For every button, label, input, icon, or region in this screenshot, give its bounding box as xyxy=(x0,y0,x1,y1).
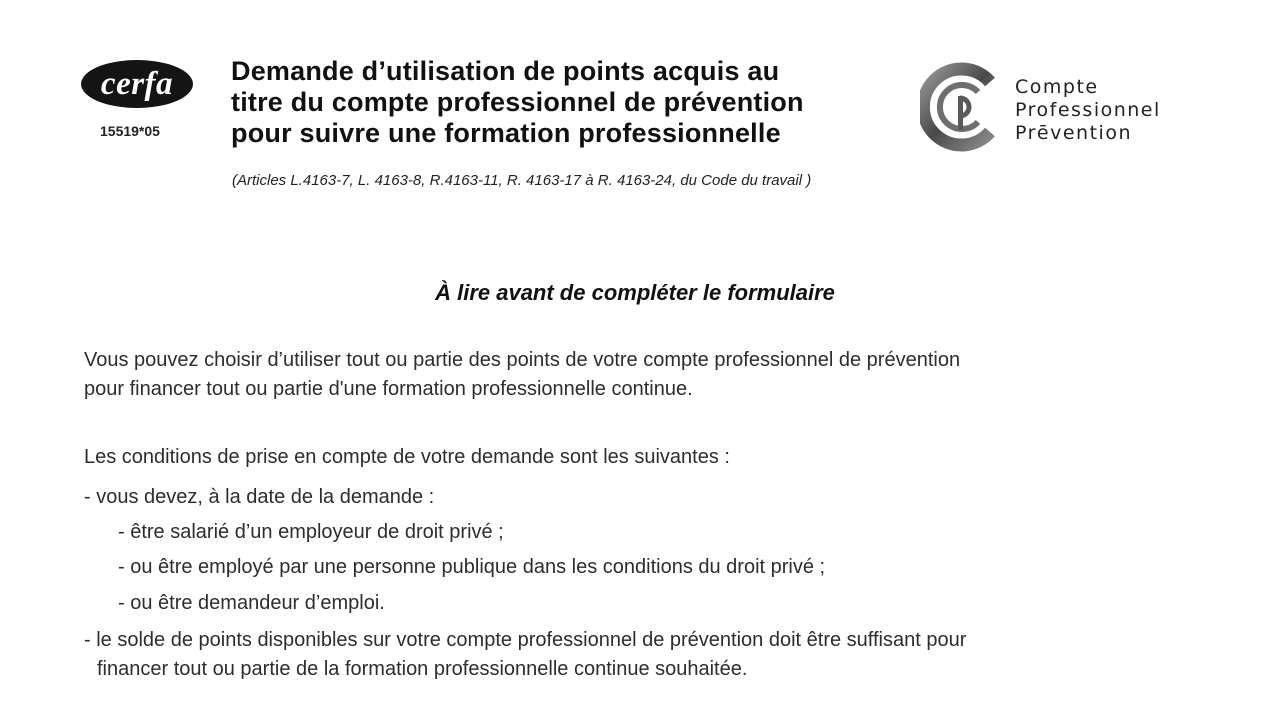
title-line: titre du compte professionnel de prévention xyxy=(231,87,804,117)
cerfa-logo: cerfa xyxy=(81,60,193,108)
legal-articles-reference: (Articles L.4163-7, L. 4163-8, R.4163-11, R. 4163-17 à R. 4163-24, du Code du travail ) xyxy=(232,172,812,189)
cpp-logo-text xyxy=(1015,76,1161,145)
title-line: pour suivre une formation professionnelle xyxy=(231,118,781,148)
condition-item: - vous devez, à la date de la demande : xyxy=(84,486,435,508)
paragraph-line: - le solde de points disponibles sur votre compte professionnel de prévention doit être suffisant pour xyxy=(84,629,967,651)
intro-paragraph xyxy=(84,346,960,404)
cpp-logo-line: Professionnel xyxy=(1015,99,1161,121)
cpp-logo-line: Compte xyxy=(1015,76,1099,98)
conditions-intro: Les conditions de prise en compte de votre demande sont les suivantes : xyxy=(84,446,730,468)
cpp-logo-line: Prēvention xyxy=(1015,122,1132,144)
condition-subitem: - ou être demandeur d’emploi. xyxy=(118,592,385,614)
paragraph-line: financer tout ou partie de la formation professionnelle continue souhaitée. xyxy=(97,658,748,680)
paragraph-line: Vous pouvez choisir d’utiliser tout ou partie des points de votre compte professionnel de prévention xyxy=(84,349,961,371)
cpp-logo-icon xyxy=(920,60,1000,154)
form-number: 15519*05 xyxy=(100,123,160,139)
condition-subitem: - être salarié d’un employeur de droit privé ; xyxy=(118,521,504,543)
condition-item xyxy=(84,626,966,684)
paragraph-line: pour financer tout ou partie d'une formation professionnelle continue. xyxy=(84,378,693,400)
condition-subitem: - ou être employé par une personne publique dans les conditions du droit privé ; xyxy=(118,556,826,578)
form-title xyxy=(231,56,911,149)
section-heading: À lire avant de compléter le formulaire xyxy=(435,280,835,305)
title-line: Demande d’utilisation de points acquis au xyxy=(231,56,780,86)
